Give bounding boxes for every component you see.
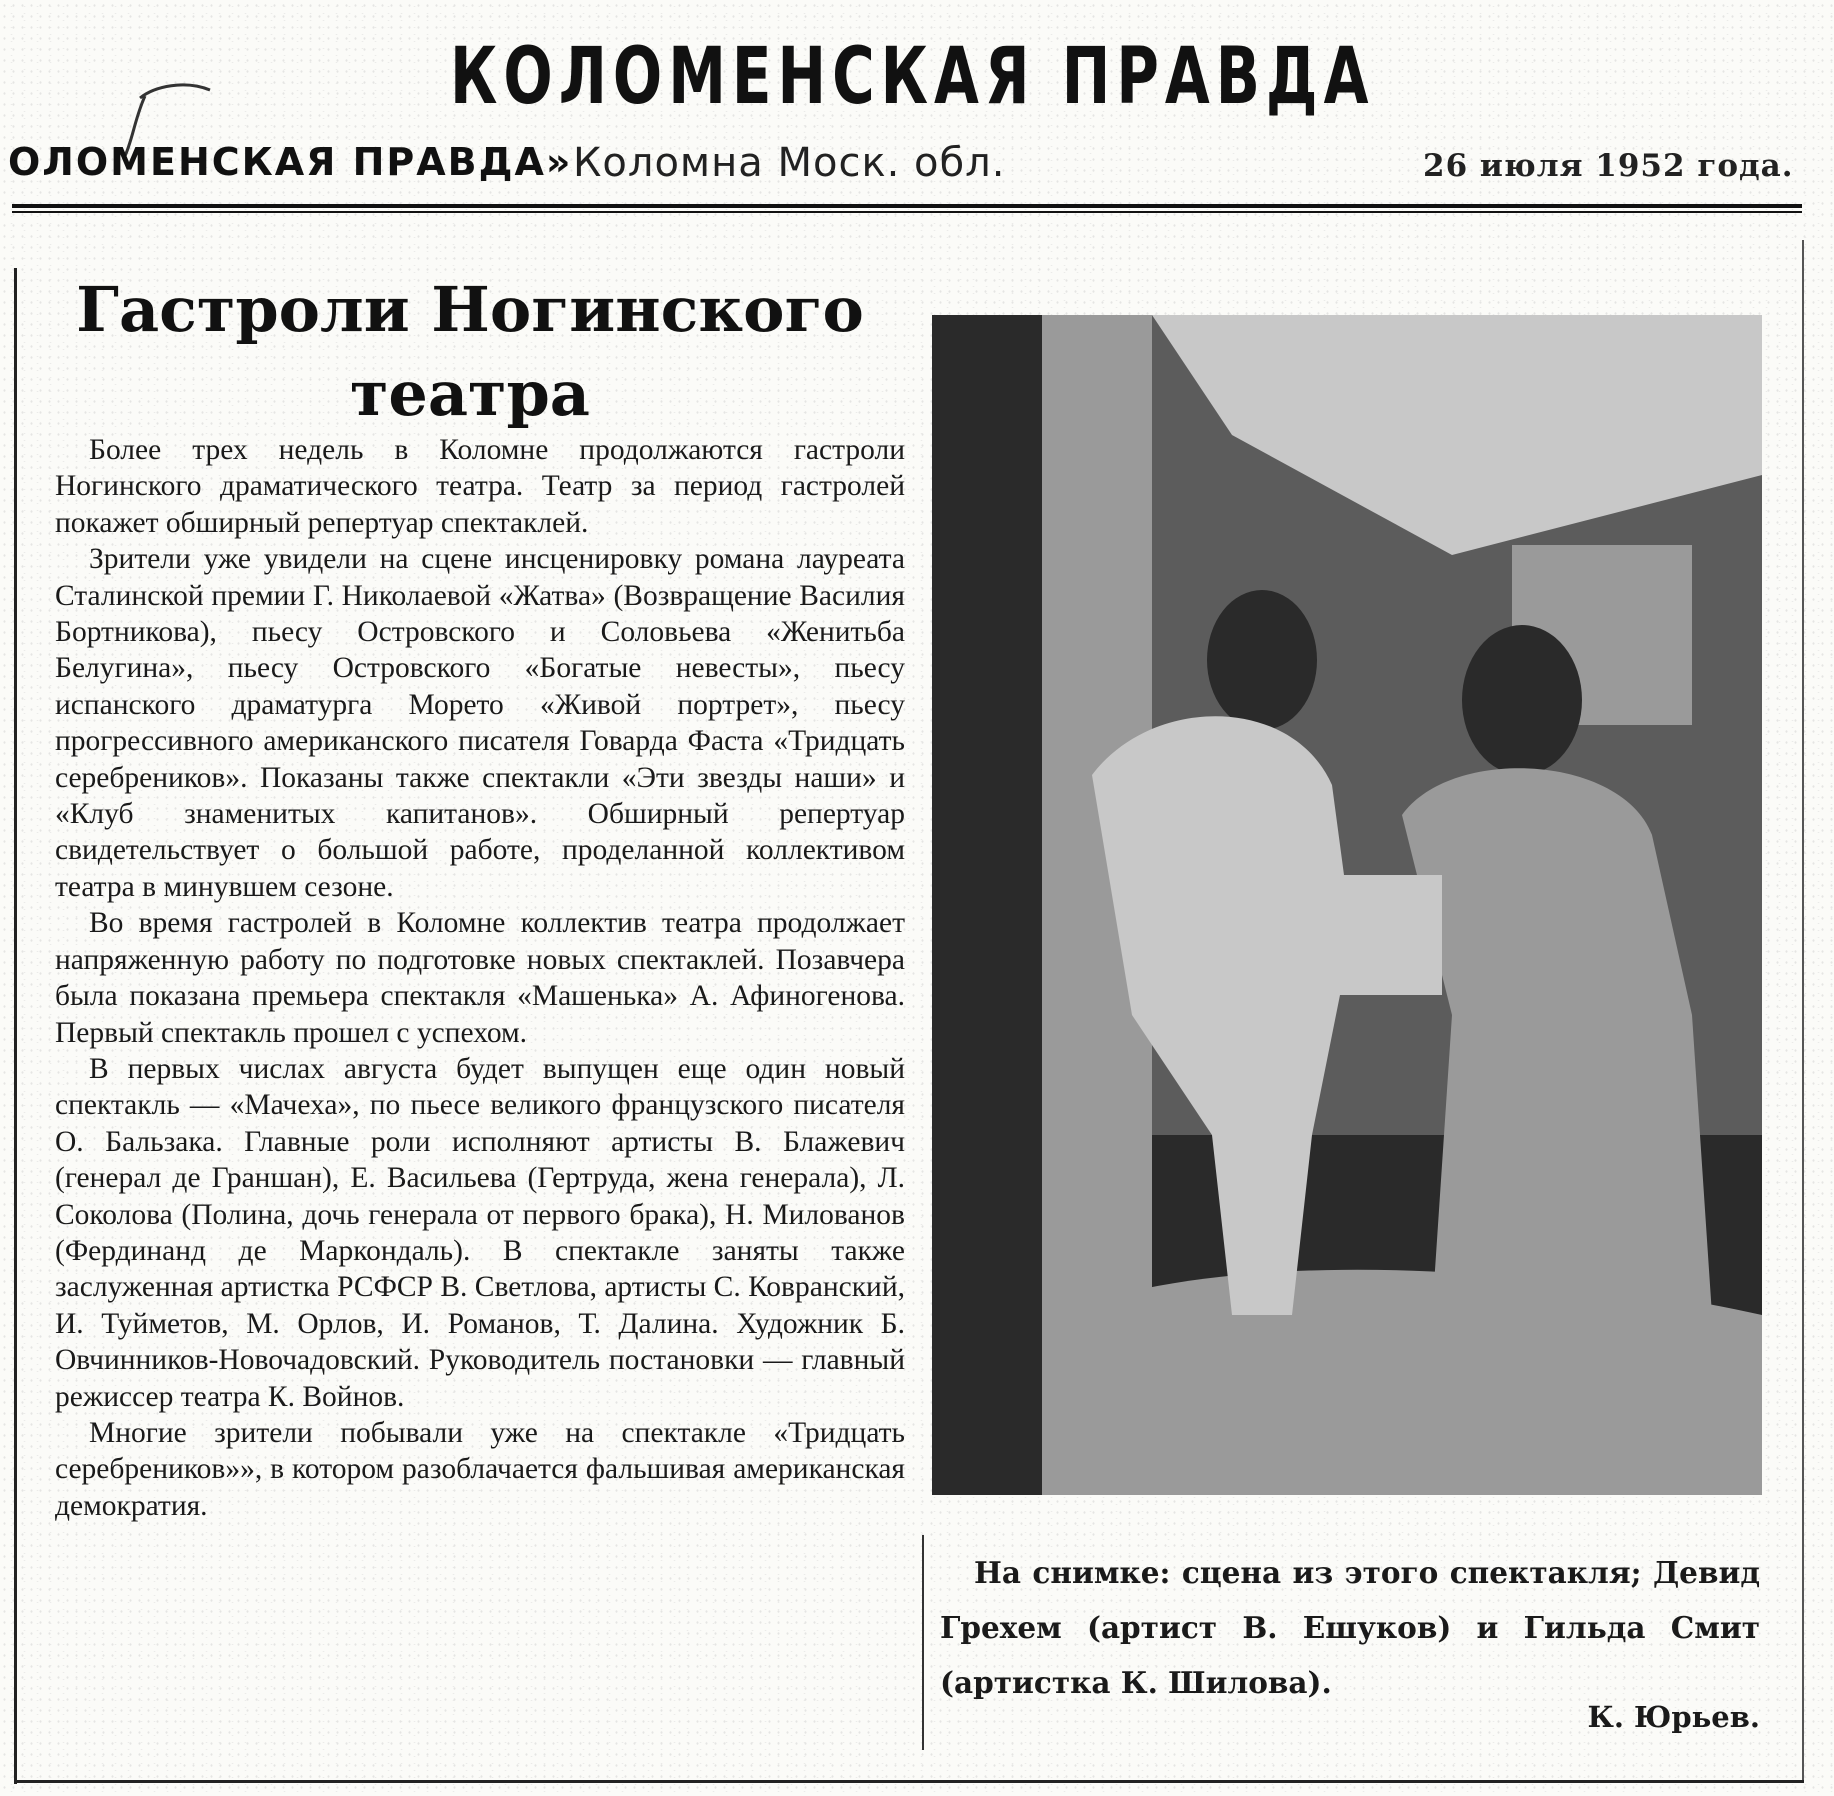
- photo-caption: [940, 1545, 1760, 1710]
- article-title-line2: театра: [350, 357, 590, 430]
- header-place: Коломна Моск. обл.: [573, 140, 1006, 186]
- article-title-line1: Гастроли Ногинского: [76, 273, 864, 346]
- stage-photo: [932, 315, 1762, 1495]
- photo-caption-text: На снимке: сцена из этого спектакля; Девид Грехем (артист В. Ешуков) и Гильда Смит (артистка К. Шилова).: [940, 1555, 1760, 1700]
- header-paper-name: ОЛОМЕНСКАЯ ПРАВДА»: [8, 140, 573, 184]
- header-rule-thick: [12, 204, 1802, 208]
- article-paragraph: В первых числах августа будет выпущен еще один новый спектакль — «Мачеха», по пьесе великого французского писателя О. Бальзака. Главные роли исполняют артисты В. Блажевич (генерал де Граншан), Е. Васильева (Гертруда, жена генерала), Л. Соколова (Полина, дочь генерала от первого брака), Н. Милованов (Фердинанд де Маркондаль). В спектакле заняты также заслуженная артистка РСФСР В. Светлова, артисты С. Ковранский, И. Туйметов, М. Орлов, И. Романов, Т. Далина. Художник Б. Овчинников-Новочадовский. Руководитель постановки — главный режиссер театра К. Войнов.: [55, 1052, 905, 1413]
- header-date: 26 июля 1952 года.: [1423, 148, 1794, 184]
- header-rule-thin: [12, 211, 1802, 213]
- frame-right-border: [1802, 240, 1804, 1783]
- article-paragraph: Во время гастролей в Коломне коллектив театра продолжает напряженную работу по подготовке новых спектаклей. Позавчера была показана премьера спектакля «Машенька» А. Афиногенова. Первый спектакль прошел с успехом.: [55, 907, 905, 1049]
- photo-table: [1302, 875, 1442, 995]
- frame-bottom-border: [14, 1780, 1804, 1783]
- header-line: [8, 140, 1798, 200]
- stage-photo-illustration: [932, 315, 1762, 1495]
- frame-left-border: [14, 268, 17, 1784]
- article-body: [55, 432, 905, 1524]
- photo-actor-head: [1207, 590, 1317, 730]
- article-paragraph: Более трех недель в Коломне продолжаются гастроли Ногинского драматического театра. Театр за период гастролей покажет обширный репертуар спектаклей.: [55, 434, 905, 539]
- article-title: [40, 268, 900, 436]
- masthead-title: КОЛОМЕНСКАЯ ПРАВДА: [450, 30, 1375, 122]
- photo-actress-head: [1462, 625, 1582, 775]
- article-paragraph: Многие зрители побывали уже на спектакле «Тридцать серебреников»», в котором разоблачается фальшивая американская демократия.: [55, 1416, 905, 1522]
- article-paragraph: Зрители уже увидели на сцене инсценировку романа лауреата Сталинской премии Г. Николаевой «Жатва» (Возвращение Василия Бортникова), пьесу Островского и Соловьева «Женитьба Белугина», пьесу Островского «Богатые невесты», пьесу испанского драматурга Морето «Живой портрет», пьесу прогрессивного американского писателя Говарда Фаста «Тридцать серебреников». Показаны также спектакли «Эти звезды наши» и «Клуб знаменитых капитанов». Обширный репертуар свидетельствует о большой работе, проделанной коллективом театра в минувшем сезоне.: [55, 543, 905, 903]
- author-signature: К. Юрьев.: [1587, 1700, 1760, 1734]
- column-divider: [922, 1535, 924, 1750]
